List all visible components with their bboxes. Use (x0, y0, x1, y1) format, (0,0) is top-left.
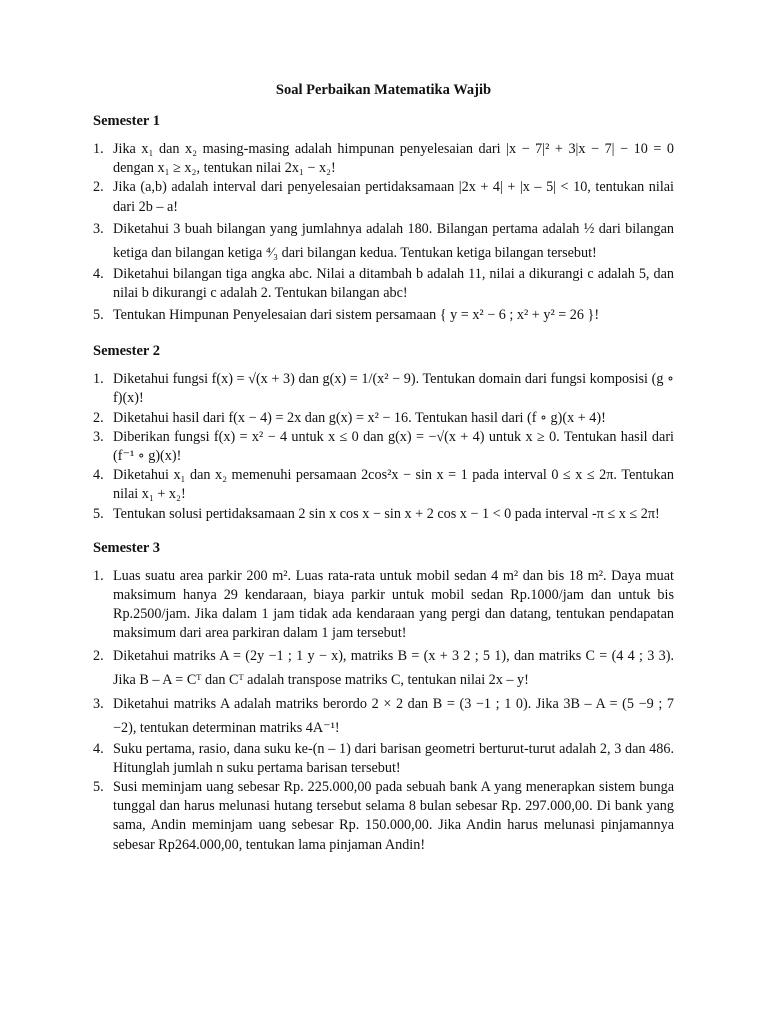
question-item (93, 466, 674, 504)
question-item (93, 140, 674, 178)
question-text: Jika (a,b) adalah interval dari penyelesaian pertidaksamaan |2x + 4| + |x – 5| < 10, tentukan nilai dari 2b – a! (113, 179, 674, 215)
question-number: 1. (93, 371, 104, 388)
question-text: Luas suatu area parkir 200 m². Luas rata-rata untuk mobil sedan 4 m² dan bis 18 m². Daya muat maksimum hanya 29 kendaraan, biaya parkir untuk mobil sedan Rp.1000/jam dan untuk bis Rp.2500/jam. Jika dalam 1 jam tidak ada kendaraan yang pergi dan datang, tentukan pendapatan maksimum dari area parkiran dalam 1 jam tersebut! (113, 567, 674, 642)
question-item (93, 567, 674, 644)
question-text: Diketahui 3 buah bilangan yang jumlahnya adalah 180. Bilangan pertama adalah ½ dari bilangan ketiga dan bilangan ketiga ⁴⁄₃ dari bilangan kedua. Tentukan ketiga bilangan tersebut! (113, 220, 674, 261)
question-item (93, 692, 674, 740)
question-number: 3. (93, 220, 104, 237)
question-list-semester-3 (93, 567, 674, 855)
question-item (93, 265, 674, 303)
question-number: 1. (93, 567, 104, 584)
question-text: Diketahui matriks A = (2y −1 ; 1 y − x), matriks B = (x + 3 2 ; 5 1), dan matriks C = (4 4 ; 3 3). Jika B – A = Cᵀ dan Cᵀ adalah transpose matriks C, tentukan nilai 2x – y! (113, 647, 674, 688)
question-text: Diketahui bilangan tiga angka abc. Nilai a ditambah b adalah 11, nilai a dikurangi c adalah 5, dan nilai b dikurangi c adalah 2. Tentukan bilangan abc! (113, 265, 674, 302)
question-list-semester-1 (93, 140, 674, 327)
question-text: Suku pertama, rasio, dana suku ke-(n – 1) dari barisan geometri berturut-turut adalah 2, 3 dan 486. Hitunglah jumlah n suku pertama barisan tersebut! (113, 740, 674, 776)
question-text: Tentukan solusi pertidaksamaan 2 sin x cos x − sin x + 2 cos x − 1 < 0 pada interval -π ≤ x ≤ 2π! (113, 505, 660, 522)
section-heading-semester-1: Semester 1 (93, 113, 160, 129)
question-number: 2. (93, 179, 104, 196)
question-item (93, 428, 674, 466)
section-heading-semester-2: Semester 2 (93, 343, 160, 360)
page-title: Soal Perbaikan Matematika Wajib (275, 82, 492, 98)
question-number: 1. (93, 141, 104, 157)
question-item (93, 178, 674, 216)
question-text: Diketahui hasil dari f(x − 4) = 2x dan g(x) = x² − 16. Tentukan hasil dari (f ∘ g)(x + 4)! (113, 409, 606, 426)
question-list-semester-2 (93, 370, 674, 524)
question-number: 4. (93, 740, 104, 757)
question-number: 4. (93, 265, 104, 282)
question-number: 5. (93, 307, 104, 324)
question-item (93, 740, 674, 778)
question-item (93, 644, 674, 692)
question-number: 5. (93, 779, 104, 796)
question-item (93, 303, 674, 327)
question-number: 2. (93, 647, 104, 664)
question-item (93, 217, 674, 265)
question-text: Tentukan Himpunan Penyelesaian dari sistem persamaan { y = x² − 6 ; x² + y² = 26 }! (113, 307, 600, 324)
question-text: Jika x₁ dan x₂ masing-masing adalah himpunan penyelesaian dari |x − 7|² + 3|x − 7| − 10 = 0 dengan x₁ ≥ x₂, tentukan nilai 2x₁ − x₂! (113, 141, 674, 177)
question-text: Susi meminjam uang sebesar Rp. 225.000,00 pada sebuah bank A yang menerapkan sistem bunga tunggal dan harus melunasi hutang tersebut selama 8 bulan sebesar Rp. 297.000,00. Di bank yang sama, Andin meminjam uang sebesar Rp. 150.000,00. Jika Andin harus melunasi pinjamannya sebesar Rp264.000,00, tentukan lama pinjaman Andin! (113, 779, 674, 853)
question-item (93, 778, 674, 855)
question-item (93, 505, 674, 524)
question-text: Diketahui x₁ dan x₂ memenuhi persamaan 2cos²x − sin x = 1 pada interval 0 ≤ x ≤ 2π. Tentukan nilai x₁ + x₂! (113, 467, 674, 503)
question-number: 3. (93, 695, 104, 712)
question-text: Diketahui matriks A adalah matriks berordo 2 × 2 dan B = (3 −1 ; 1 0). Jika 3B – A = (5 −9 ; 7 −2), tentukan determinan matriks 4A⁻¹! (113, 695, 674, 736)
question-number: 2. (93, 409, 104, 426)
section-heading-semester-3: Semester 3 (93, 539, 160, 556)
question-number: 5. (93, 505, 104, 522)
question-item (93, 370, 674, 408)
question-text: Diketahui fungsi f(x) = √(x + 3) dan g(x) = 1/(x² − 9). Tentukan domain dari fungsi komposisi (g ∘ f)(x)! (113, 371, 674, 407)
question-text: Diberikan fungsi f(x) = x² − 4 untuk x ≤ 0 dan g(x) = −√(x + 4) untuk x ≥ 0. Tentukan hasil dari (f⁻¹ ∘ g)(x)! (113, 428, 674, 465)
question-number: 3. (93, 428, 104, 445)
question-number: 4. (93, 467, 104, 484)
question-item (93, 409, 674, 428)
